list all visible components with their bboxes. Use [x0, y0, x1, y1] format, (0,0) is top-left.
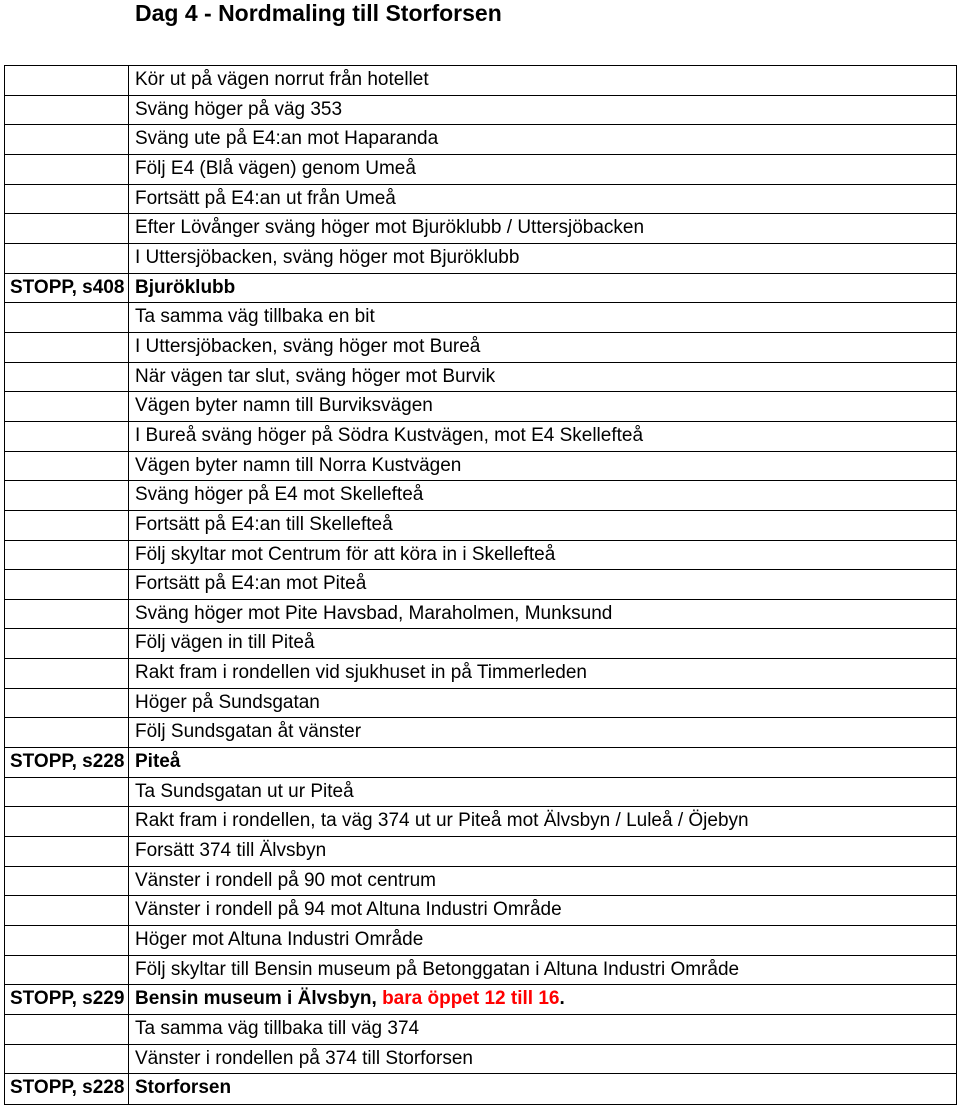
route-row — [5, 303, 956, 333]
stop-cell — [5, 541, 129, 570]
stop-label: STOPP, s228 — [10, 751, 125, 773]
direction-cell — [129, 303, 956, 332]
direction-cell — [129, 748, 956, 777]
route-row — [5, 66, 956, 96]
stop-cell — [5, 659, 129, 688]
route-row — [5, 807, 956, 837]
direction-cell — [129, 155, 956, 184]
direction-text: Forsätt 374 till Älvsbyn — [135, 840, 327, 862]
route-row — [5, 392, 956, 422]
direction-text: Vänster i rondellen på 374 till Storforsen — [135, 1047, 473, 1069]
stop-cell — [5, 66, 129, 95]
direction-cell — [129, 689, 956, 718]
stop-cell — [5, 896, 129, 925]
stop-cell — [5, 748, 129, 777]
direction-text: Sväng höger mot Pite Havsbad, Maraholmen, Munksund — [135, 602, 613, 624]
sentence-end: . — [559, 988, 565, 1010]
direction-cell — [129, 570, 956, 599]
stop-cell — [5, 718, 129, 747]
stop-cell — [5, 867, 129, 896]
direction-text: Rakt fram i rondellen, ta väg 374 ut ur Piteå mot Älvsbyn / Luleå / Öjebyn — [135, 810, 749, 832]
direction-cell — [129, 214, 956, 243]
direction-text: Ta Sundsgatan ut ur Piteå — [135, 780, 354, 802]
route-row — [5, 926, 956, 956]
stop-place-name: Bjuröklubb — [135, 276, 236, 298]
route-row — [5, 1015, 956, 1045]
direction-cell — [129, 541, 956, 570]
direction-text: Följ Sundsgatan åt vänster — [135, 721, 362, 743]
direction-text: Ta samma väg tillbaka en bit — [135, 306, 375, 328]
stop-label: STOPP, s228 — [10, 1077, 125, 1099]
opening-hours-note: bara öppet 12 till 16 — [382, 988, 560, 1010]
direction-text: Vägen byter namn till Burviksvägen — [135, 395, 433, 417]
route-row — [5, 541, 956, 571]
direction-text: Höger mot Altuna Industri Område — [135, 929, 424, 951]
stop-row — [5, 274, 956, 304]
stop-cell — [5, 155, 129, 184]
stop-cell — [5, 185, 129, 214]
direction-cell — [129, 896, 956, 925]
stop-label: STOPP, s408 — [10, 276, 125, 298]
route-row — [5, 778, 956, 808]
stop-cell — [5, 422, 129, 451]
stop-cell — [5, 303, 129, 332]
stop-cell — [5, 629, 129, 658]
direction-cell — [129, 333, 956, 362]
route-row — [5, 214, 956, 244]
route-row — [5, 481, 956, 511]
stop-cell — [5, 600, 129, 629]
stop-cell — [5, 96, 129, 125]
stop-place-name: Bensin museum i Älvsbyn, — [135, 988, 383, 1010]
route-table — [4, 65, 957, 1105]
stop-cell — [5, 333, 129, 362]
route-row — [5, 570, 956, 600]
stop-cell — [5, 125, 129, 154]
stop-cell — [5, 363, 129, 392]
direction-text: I Bureå sväng höger på Södra Kustvägen, mot E4 Skellefteå — [135, 424, 644, 446]
stop-place-name: Piteå — [135, 751, 181, 773]
route-row — [5, 96, 956, 126]
route-row — [5, 1045, 956, 1075]
route-row — [5, 718, 956, 748]
direction-cell — [129, 718, 956, 747]
direction-cell — [129, 956, 956, 985]
direction-cell — [129, 659, 956, 688]
direction-text: Höger på Sundsgatan — [135, 691, 320, 713]
stop-cell — [5, 926, 129, 955]
direction-text: Fortsätt på E4:an mot Piteå — [135, 573, 367, 595]
direction-cell — [129, 778, 956, 807]
route-row — [5, 659, 956, 689]
direction-text: Vänster i rondell på 90 mot centrum — [135, 869, 436, 891]
stop-row — [5, 748, 956, 778]
direction-cell — [129, 867, 956, 896]
stop-cell — [5, 807, 129, 836]
stop-cell — [5, 1015, 129, 1044]
route-row — [5, 244, 956, 274]
direction-cell — [129, 837, 956, 866]
stop-cell — [5, 985, 129, 1014]
stop-cell — [5, 1045, 129, 1074]
direction-cell — [129, 807, 956, 836]
route-row — [5, 956, 956, 986]
stop-cell — [5, 214, 129, 243]
direction-cell — [129, 600, 956, 629]
stop-cell — [5, 956, 129, 985]
direction-cell — [129, 926, 956, 955]
direction-text: Vägen byter namn till Norra Kustvägen — [135, 454, 462, 476]
route-row — [5, 867, 956, 897]
direction-cell — [129, 244, 956, 273]
stop-cell — [5, 452, 129, 481]
route-row — [5, 511, 956, 541]
direction-text: Kör ut på vägen norrut från hotellet — [135, 69, 429, 90]
route-row — [5, 363, 956, 393]
route-row — [5, 452, 956, 482]
direction-text: Vänster i rondell på 94 mot Altuna Industri Område — [135, 899, 562, 921]
page-title: Dag 4 - Nordmaling till Storforsen — [135, 0, 502, 26]
direction-cell — [129, 422, 956, 451]
direction-cell — [129, 511, 956, 540]
direction-cell — [129, 1045, 956, 1074]
direction-text: Fortsätt på E4:an till Skellefteå — [135, 513, 393, 535]
stop-cell — [5, 274, 129, 303]
stop-cell — [5, 837, 129, 866]
direction-text: I Uttersjöbacken, sväng höger mot Bureå — [135, 335, 481, 357]
direction-cell — [129, 96, 956, 125]
direction-cell — [129, 185, 956, 214]
route-row — [5, 422, 956, 452]
route-row — [5, 185, 956, 215]
route-row — [5, 600, 956, 630]
route-row — [5, 837, 956, 867]
stop-cell — [5, 481, 129, 510]
direction-cell — [129, 363, 956, 392]
direction-cell — [129, 629, 956, 658]
stop-row — [5, 1074, 956, 1104]
route-row — [5, 333, 956, 363]
direction-text: Fortsätt på E4:an ut från Umeå — [135, 187, 396, 209]
direction-text: Sväng höger på väg 353 — [135, 98, 343, 120]
stop-cell — [5, 778, 129, 807]
direction-cell — [129, 1015, 956, 1044]
direction-text: Ta samma väg tillbaka till väg 374 — [135, 1018, 420, 1039]
direction-cell — [129, 452, 956, 481]
stop-cell — [5, 689, 129, 718]
stop-label: STOPP, s229 — [10, 988, 125, 1010]
stop-cell — [5, 392, 129, 421]
stop-cell — [5, 570, 129, 599]
stop-cell — [5, 511, 129, 540]
direction-cell — [129, 985, 956, 1014]
direction-cell — [129, 125, 956, 154]
direction-text: Följ vägen in till Piteå — [135, 632, 315, 654]
direction-text: Sväng ute på E4:an mot Haparanda — [135, 128, 439, 150]
stop-place-name: Storforsen — [135, 1077, 232, 1099]
route-row — [5, 155, 956, 185]
direction-text: Följ skyltar till Bensin museum på Betonggatan i Altuna Industri Område — [135, 958, 740, 980]
stop-cell — [5, 244, 129, 273]
direction-text: Följ E4 (Blå vägen) genom Umeå — [135, 157, 416, 179]
route-row — [5, 125, 956, 155]
route-row — [5, 896, 956, 926]
stop-row — [5, 985, 956, 1015]
direction-text: Sväng höger på E4 mot Skellefteå — [135, 484, 424, 506]
direction-text: I Uttersjöbacken, sväng höger mot Bjuröklubb — [135, 246, 520, 268]
direction-cell — [129, 66, 956, 95]
stop-cell — [5, 1074, 129, 1104]
direction-text: När vägen tar slut, sväng höger mot Burvik — [135, 365, 496, 387]
route-row — [5, 689, 956, 719]
direction-text: Följ skyltar mot Centrum för att köra in i Skellefteå — [135, 543, 556, 565]
direction-text: Efter Lövånger sväng höger mot Bjuröklubb / Uttersjöbacken — [135, 217, 645, 239]
direction-cell — [129, 481, 956, 510]
direction-text: Rakt fram i rondellen vid sjukhuset in på Timmerleden — [135, 662, 587, 684]
direction-cell — [129, 392, 956, 421]
direction-cell — [129, 274, 956, 303]
route-row — [5, 629, 956, 659]
direction-cell — [129, 1074, 956, 1104]
